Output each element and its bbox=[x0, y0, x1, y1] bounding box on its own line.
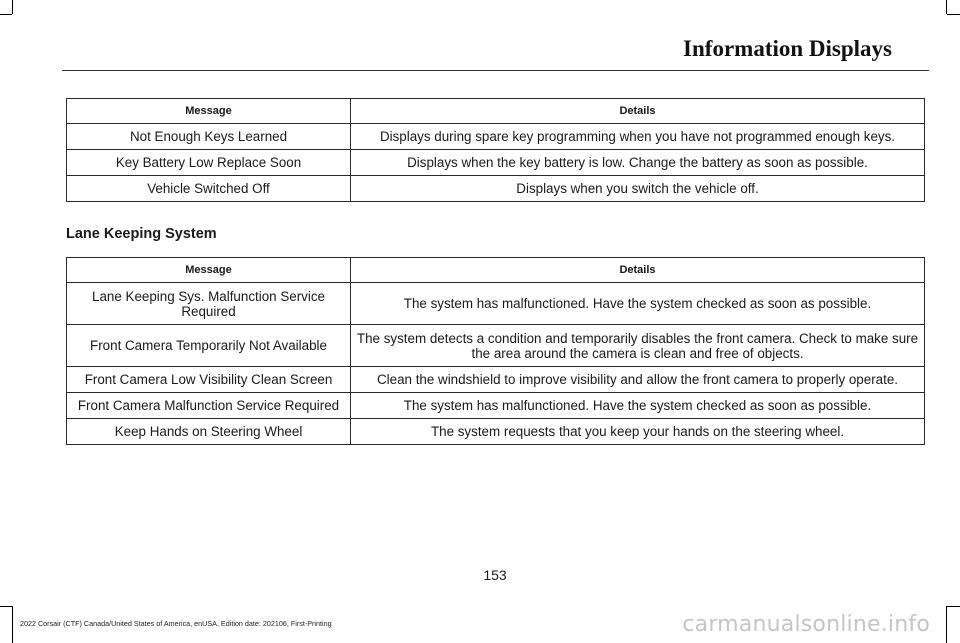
details-cell: The system detects a condition and temporarily disables the front camera. Check to make sure the area around the camera is clean and free of objects. bbox=[351, 325, 925, 367]
message-cell: Front Camera Malfunction Service Required bbox=[67, 393, 351, 419]
crop-mark bbox=[0, 14, 12, 15]
title-divider bbox=[62, 70, 929, 71]
crop-mark bbox=[0, 606, 12, 607]
edition-footer: 2022 Corsair (CTF) Canada/United States of America, enUSA, Edition date: 202106, First-Printing bbox=[20, 619, 332, 628]
table-row bbox=[67, 393, 925, 419]
details-cell: Displays when you switch the vehicle off. bbox=[351, 176, 925, 202]
table-row bbox=[67, 419, 925, 445]
details-cell: The system has malfunctioned. Have the system checked as soon as possible. bbox=[351, 283, 925, 325]
crop-mark bbox=[12, 606, 13, 643]
column-header-details: Details bbox=[351, 258, 925, 283]
message-cell: Keep Hands on Steering Wheel bbox=[67, 419, 351, 445]
crop-mark bbox=[947, 606, 960, 607]
page-title: Information Displays bbox=[683, 36, 892, 61]
lane-keeping-messages-table bbox=[66, 257, 925, 445]
column-header-details: Details bbox=[351, 99, 925, 124]
section-heading: Lane Keeping System bbox=[66, 226, 217, 242]
table-header-row bbox=[67, 99, 925, 124]
crop-mark bbox=[946, 606, 947, 643]
crop-mark bbox=[946, 0, 947, 14]
key-messages-table bbox=[66, 98, 925, 202]
table-row bbox=[67, 325, 925, 367]
column-header-message: Message bbox=[67, 99, 351, 124]
details-cell: The system requests that you keep your hands on the steering wheel. bbox=[351, 419, 925, 445]
message-cell: Front Camera Temporarily Not Available bbox=[67, 325, 351, 367]
table-row bbox=[67, 176, 925, 202]
watermark: carmanualsonline.info bbox=[682, 612, 930, 637]
column-header-message: Message bbox=[67, 258, 351, 283]
message-cell: Key Battery Low Replace Soon bbox=[67, 150, 351, 176]
message-cell: Lane Keeping Sys. Malfunction Service Required bbox=[67, 283, 351, 325]
page-number: 153 bbox=[483, 567, 507, 583]
table-row bbox=[67, 367, 925, 393]
crop-mark bbox=[12, 0, 13, 14]
table-header-row bbox=[67, 258, 925, 283]
table-row bbox=[67, 150, 925, 176]
message-cell: Front Camera Low Visibility Clean Screen bbox=[67, 367, 351, 393]
message-cell: Not Enough Keys Learned bbox=[67, 124, 351, 150]
details-cell: Displays when the key battery is low. Change the battery as soon as possible. bbox=[351, 150, 925, 176]
crop-mark bbox=[947, 14, 960, 15]
details-cell: The system has malfunctioned. Have the system checked as soon as possible. bbox=[351, 393, 925, 419]
details-cell: Clean the windshield to improve visibility and allow the front camera to properly operate. bbox=[351, 367, 925, 393]
table-row bbox=[67, 283, 925, 325]
table-row bbox=[67, 124, 925, 150]
message-cell: Vehicle Switched Off bbox=[67, 176, 351, 202]
details-cell: Displays during spare key programming when you have not programmed enough keys. bbox=[351, 124, 925, 150]
